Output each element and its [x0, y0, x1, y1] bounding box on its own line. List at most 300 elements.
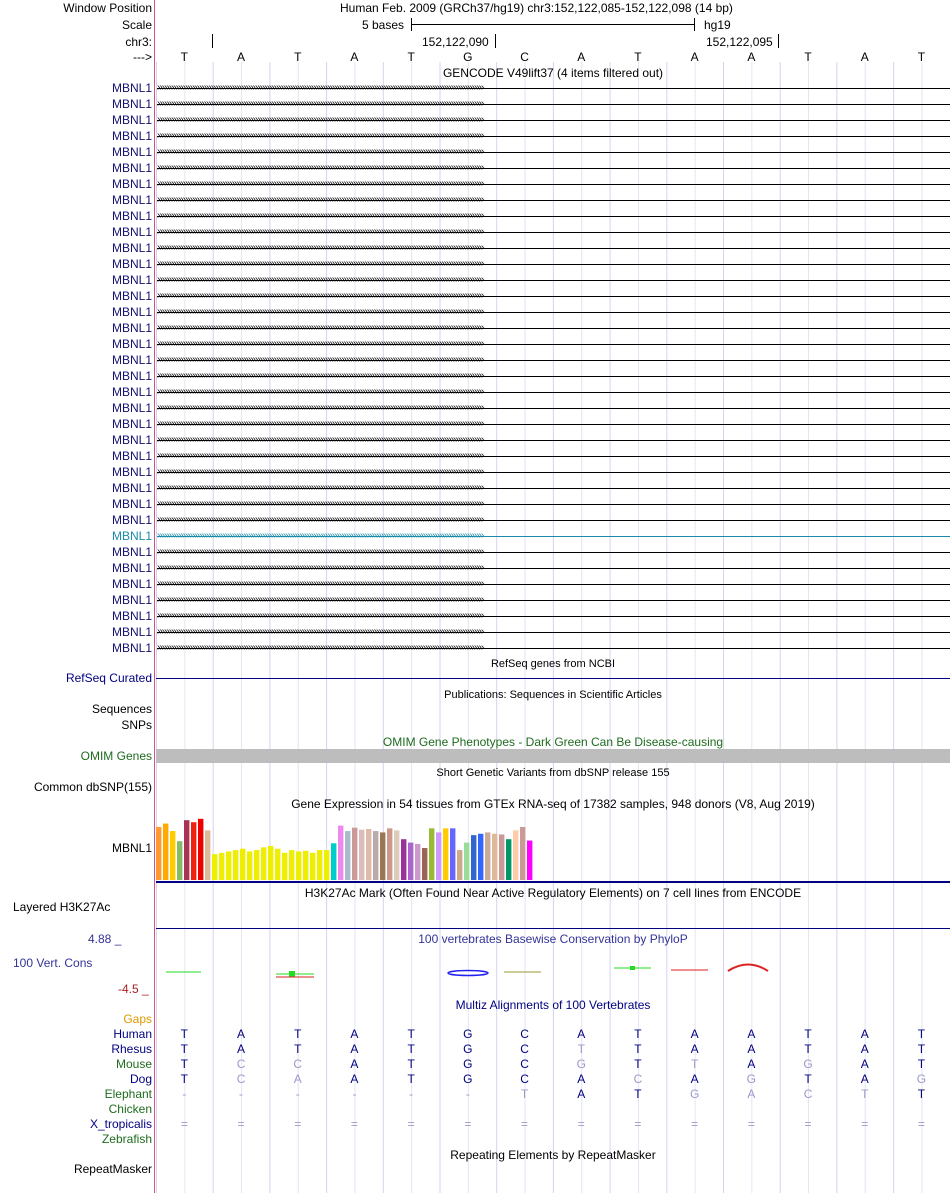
gene-name-label[interactable]: MBNL1: [111, 161, 152, 175]
strand-arrows: ››››››››››››››››››››››››››››››››››››››››››››››››››››››››››››››››››››››››››››››››››››››››››››››››››››››››››››››››››››››››››››››››››››››››››››: [157, 178, 484, 189]
gencode-transcript-row[interactable]: [0, 112, 950, 128]
phylop-mark: [728, 965, 768, 972]
base-letter: T: [804, 50, 812, 64]
gene-name-label[interactable]: MBNL1: [111, 129, 152, 143]
alignment-base: -: [465, 1087, 470, 1101]
alignment-base: A: [747, 1042, 756, 1056]
gtex-tissue-bar[interactable]: [394, 830, 399, 880]
alignment-base: =: [237, 1117, 245, 1131]
alignment-base: A: [350, 1027, 359, 1041]
alignment-base: C: [520, 1027, 529, 1041]
alignment-base: G: [916, 1072, 927, 1086]
gencode-transcript-row[interactable]: [0, 432, 950, 448]
gene-name-label[interactable]: MBNL1: [111, 625, 152, 639]
phylop-min-label: -4.5 _: [118, 982, 149, 996]
phylop-max-label: 4.88 _: [88, 932, 122, 946]
gtex-tissue-bar[interactable]: [506, 839, 511, 880]
gene-name-label[interactable]: MBNL1: [111, 529, 152, 543]
gene-name-label[interactable]: MBNL1: [111, 465, 152, 479]
base-letter: T: [407, 50, 415, 64]
alignment-base: =: [691, 1117, 699, 1131]
alignment-base: T: [180, 1072, 189, 1086]
alignment-base: T: [804, 1042, 812, 1056]
alignment-base: C: [293, 1057, 303, 1071]
gencode-transcript-row[interactable]: [0, 416, 950, 432]
h3k27ac-baseline: [156, 928, 950, 929]
gencode-transcript-row[interactable]: [0, 544, 950, 560]
strand-arrows: ››››››››››››››››››››››››››››››››››››››››››››››››››››››››››››››››››››››››››››››››››››››››››››››››››››››››››››››››››››››››››››››››››››››››››››: [157, 466, 484, 477]
gene-name-label[interactable]: MBNL1: [111, 497, 152, 511]
gtex-tissue-bar[interactable]: [163, 824, 168, 880]
gtex-tissue-bar[interactable]: [415, 844, 420, 880]
base-letter: T: [634, 50, 642, 64]
alignment-base: G: [576, 1057, 586, 1071]
alignment-base: T: [690, 1057, 699, 1071]
base-letter: C: [520, 50, 529, 64]
repeatmasker-label[interactable]: RepeatMasker: [73, 1162, 152, 1176]
alignment-base: =: [577, 1117, 585, 1131]
strand-arrows: ››››››››››››››››››››››››››››››››››››››››››››››››››››››››››››››››››››››››››››››››››››››››››››››››››››››››››››››››››››››››››››››››››››››››››››: [157, 610, 484, 621]
alignment-base: =: [180, 1117, 188, 1131]
alignment-base: =: [407, 1117, 415, 1131]
alignment-base: T: [407, 1027, 415, 1041]
species-label[interactable]: Dog: [129, 1072, 152, 1086]
gene-name-label[interactable]: MBNL1: [111, 305, 152, 319]
gtex-tissue-bar[interactable]: [310, 853, 315, 880]
strand-arrows: ››››››››››››››››››››››››››››››››››››››››››››››››››››››››››››››››››››››››››››››››››››››››››››››››››››››››››››››››››››››››››››››››››››››››››››: [157, 274, 484, 285]
strand-arrows: ››››››››››››››››››››››››››››››››››››››››››››››››››››››››››››››››››››››››››››››››››››››››››››››››››››››››››››››››››››››››››››››››››››››››››››: [157, 98, 484, 109]
strand-arrows: ››››››››››››››››››››››››››››››››››››››››››››››››››››››››››››››››››››››››››››››››››››››››››››››››››››››››››››››››››››››››››››››››››››››››››››: [157, 146, 484, 157]
gtex-tissue-bar[interactable]: [268, 846, 273, 880]
alignment-base: C: [520, 1057, 529, 1071]
gencode-transcript-row[interactable]: [0, 256, 950, 272]
alignment-base: A: [860, 1057, 869, 1071]
gene-name-label[interactable]: MBNL1: [111, 513, 152, 527]
alignment-base: A: [577, 1027, 586, 1041]
gtex-tissue-bar[interactable]: [226, 851, 231, 880]
alignment-base: G: [746, 1072, 757, 1086]
gtex-tissue-bar[interactable]: [254, 850, 259, 880]
gene-name-label[interactable]: MBNL1: [111, 593, 152, 607]
alignment-base: T: [180, 1057, 189, 1071]
strand-arrows: ››››››››››››››››››››››››››››››››››››››››››››››››››››››››››››››››››››››››››››››››››››››››››››››››››››››››››››››››››››››››››››››››››››››››››››: [157, 370, 484, 381]
gencode-transcript-row[interactable]: [0, 400, 950, 416]
strand-arrows: ››››››››››››››››››››››››››››››››››››››››››››››››››››››››››››››››››››››››››››››››››››››››››››››››››››››››››››››››››››››››››››››››››››››››››››: [157, 562, 484, 573]
gtex-tissue-bar[interactable]: [450, 828, 455, 880]
phylop-signal[interactable]: [156, 950, 950, 990]
gene-name-label[interactable]: MBNL1: [111, 257, 152, 271]
gene-name-label[interactable]: MBNL1: [111, 177, 152, 191]
omim-genes-label[interactable]: OMIM Genes: [80, 749, 152, 763]
gtex-tissue-bar[interactable]: [198, 819, 203, 880]
alignment-base: T: [634, 1087, 642, 1101]
alignment-base: =: [804, 1117, 812, 1131]
strand-arrows: ››››››››››››››››››››››››››››››››››››››››››››››››››››››››››››››››››››››››››››››››››››››››››››››››››››››››››››››››››››››››››››››››››››››››››››: [157, 258, 484, 269]
gtex-tissue-bar[interactable]: [373, 831, 378, 880]
gtex-tissue-bar[interactable]: [457, 850, 462, 880]
alignment-base: A: [747, 1027, 756, 1041]
gtex-tissue-bar[interactable]: [247, 851, 252, 880]
gtex-tissue-bar[interactable]: [380, 832, 385, 880]
strand-label: --->: [133, 50, 152, 64]
pos-tick-95: [778, 34, 779, 48]
alignment-base: =: [861, 1117, 869, 1131]
strand-arrows: ››››››››››››››››››››››››››››››››››››››››››››››››››››››››››››››››››››››››››››››››››››››››››››››››››››››››››››››››››››››››››››››››››››››››››››: [157, 594, 484, 605]
alignment-base: T: [407, 1057, 415, 1071]
alignment-base: T: [180, 1027, 189, 1041]
alignment-base: T: [634, 1057, 642, 1071]
gtex-tissue-bar[interactable]: [177, 841, 182, 880]
base-letter: T: [917, 50, 926, 64]
position-152122095: 152,122,095: [706, 35, 773, 49]
base-letter: T: [180, 50, 189, 64]
phylop-mark: [289, 971, 295, 977]
gene-name-label[interactable]: MBNL1: [111, 385, 152, 399]
gencode-transcript-row[interactable]: [0, 208, 950, 224]
gtex-tissue-bar[interactable]: [401, 839, 406, 880]
window-position-label: Window Position: [63, 1, 152, 15]
gene-name-label[interactable]: MBNL1: [111, 449, 152, 463]
gtex-track-title[interactable]: Gene Expression in 54 tissues from GTEx RNA-seq of 17382 samples, 948 donors (V8, Aug 2019): [291, 797, 815, 811]
gene-name-label[interactable]: MBNL1: [111, 81, 152, 95]
alignment-base: A: [860, 1042, 869, 1056]
strand-arrows: ››››››››››››››››››››››››››››››››››››››››››››››››››››››››››››››››››››››››››››››››››››››››››››››››››››››››››››››››››››››››››››››››››››››››››››: [157, 338, 484, 349]
gene-name-label[interactable]: MBNL1: [111, 321, 152, 335]
gencode-transcript-row[interactable]: [0, 96, 950, 112]
gene-name-label[interactable]: MBNL1: [111, 609, 152, 623]
strand-arrows: ››››››››››››››››››››››››››››››››››››››››››››››››››››››››››››››››››››››››››››››››››››››››››››››››››››››››››››››››››››››››››››››››››››››››››››: [157, 226, 484, 237]
base-letter: A: [690, 50, 699, 64]
alignment-base: -: [352, 1087, 357, 1101]
gtex-tissue-bar[interactable]: [436, 832, 441, 880]
gencode-transcript-row[interactable]: [0, 560, 950, 576]
gencode-transcript-row[interactable]: [0, 240, 950, 256]
species-label[interactable]: X_tropicalis: [89, 1117, 152, 1131]
base-letter: A: [577, 50, 586, 64]
pos-tick-90: [495, 34, 496, 48]
gencode-transcript-row[interactable]: [0, 160, 950, 176]
gtex-gene-label[interactable]: MBNL1: [111, 841, 152, 855]
chrom-label: chr3:: [125, 35, 152, 49]
refseq-gene-line[interactable]: [156, 678, 950, 679]
alignment-base: A: [350, 1072, 359, 1086]
alignment-base: C: [236, 1057, 246, 1071]
scale-label: Scale: [121, 18, 152, 32]
alignment-base: C: [520, 1072, 529, 1086]
alignment-base: G: [463, 1057, 473, 1071]
gtex-tissue-bar[interactable]: [422, 848, 427, 880]
gtex-tissue-bar[interactable]: [352, 828, 357, 880]
gtex-tissue-bar[interactable]: [212, 854, 217, 880]
gtex-tissue-bar[interactable]: [289, 850, 294, 880]
publications-track-title[interactable]: Publications: Sequences in Scientific Articles: [444, 689, 662, 701]
repeatmasker-track-title[interactable]: Repeating Elements by RepeatMasker: [450, 1148, 656, 1162]
alignment-base: =: [917, 1117, 925, 1131]
strand-arrows: ››››››››››››››››››››››››››››››››››››››››››››››››››››››››››››››››››››››››››››››››››››››››››››››››››››››››››››››››››››››››››››››››››››››››››››: [157, 114, 484, 125]
gtex-tissue-bar[interactable]: [240, 849, 245, 880]
gencode-transcript-row[interactable]: [0, 176, 950, 192]
alignment-base: A: [690, 1072, 699, 1086]
gtex-tissue-bar[interactable]: [282, 853, 287, 880]
alignment-base: -: [409, 1087, 414, 1101]
alignment-base: C: [520, 1042, 529, 1056]
gene-name-label[interactable]: MBNL1: [111, 561, 152, 575]
gene-name-label[interactable]: MBNL1: [111, 545, 152, 559]
alignment-base: G: [803, 1057, 813, 1071]
alignment-base: T: [804, 1027, 812, 1041]
assembly-position[interactable]: Human Feb. 2009 (GRCh37/hg19) chr3:152,122,085-152,122,098 (14 bp): [340, 1, 733, 15]
alignment-base: A: [747, 1057, 756, 1071]
gene-name-label[interactable]: MBNL1: [111, 369, 152, 383]
species-label[interactable]: Chicken: [108, 1102, 152, 1116]
alignment-base: T: [634, 1027, 642, 1041]
alignment-base: C: [633, 1072, 643, 1086]
alignment-base: G: [463, 1027, 473, 1041]
strand-arrows: ››››››››››››››››››››››››››››››››››››››››››››››››››››››››››››››››››››››››››››››››››››››››››››››››››››››››››››››››››››››››››››››››››››››››››››: [157, 546, 484, 557]
db-label: hg19: [704, 18, 731, 32]
gene-name-label[interactable]: MBNL1: [111, 145, 152, 159]
alignment-base: G: [689, 1087, 700, 1101]
gtex-tissue-bar[interactable]: [191, 822, 196, 880]
species-label[interactable]: Elephant: [104, 1087, 152, 1101]
gencode-transcript-row[interactable]: [0, 576, 950, 592]
gtex-tissue-bar[interactable]: [408, 843, 413, 880]
gencode-transcript-row[interactable]: [0, 272, 950, 288]
alignment-base: =: [747, 1117, 755, 1131]
alignment-base: A: [293, 1072, 302, 1086]
strand-arrows: ››››››››››››››››››››››››››››››››››››››››››››››››››››››››››››››››››››››››››››››››››››››››››››››››››››››››››››››››››››››››››››››››››››››››››››: [157, 530, 484, 541]
gtex-tissue-bar[interactable]: [471, 835, 476, 880]
phylop-mark: [630, 966, 635, 970]
base-letter: A: [747, 50, 756, 64]
base-letter: G: [463, 50, 473, 64]
strand-arrows: ››››››››››››››››››››››››››››››››››››››››››››››››››››››››››››››››››››››››››››››››››››››››››››››››››››››››››››››››››››››››››››››››››››››››››››: [157, 82, 484, 93]
alignment-base: A: [577, 1072, 586, 1086]
base-letter: T: [294, 50, 302, 64]
omim-track-title[interactable]: OMIM Gene Phenotypes - Dark Green Can Be Disease-causing: [382, 735, 724, 749]
gtex-tissue-bar[interactable]: [156, 827, 161, 880]
gtex-tissue-bar[interactable]: [296, 851, 301, 880]
alignment-base: =: [634, 1117, 642, 1131]
gencode-transcript-row[interactable]: [0, 368, 950, 384]
alignment-base: G: [463, 1072, 473, 1086]
species-label[interactable]: Mouse: [115, 1057, 152, 1071]
sequences-label[interactable]: Sequences: [91, 702, 152, 716]
pos-tick-start: [212, 34, 213, 48]
layered-h3k27ac-label[interactable]: Layered H3K27Ac: [13, 900, 111, 914]
snps-label[interactable]: SNPs: [121, 718, 152, 732]
gencode-transcript-row[interactable]: [0, 448, 950, 464]
gencode-transcript-row[interactable]: [0, 224, 950, 240]
gtex-tissue-bar[interactable]: [443, 828, 448, 880]
strand-arrows: ››››››››››››››››››››››››››››››››››››››››››››››››››››››››››››››››››››››››››››››››››››››››››››››››››››››››››››››››››››››››››››››››››››››››››››: [157, 626, 484, 637]
gtex-tissue-bar[interactable]: [527, 841, 532, 880]
strand-arrows: ››››››››››››››››››››››››››››››››››››››››››››››››››››››››››››››››››››››››››››››››››››››››››››››››››››››››››››››››››››››››››››››››››››››››››››: [157, 642, 484, 653]
alignment-base: T: [917, 1087, 926, 1101]
gtex-tissue-bar[interactable]: [520, 827, 525, 880]
scale-bar-right-tick: [694, 18, 695, 31]
alignment-base: T: [917, 1027, 926, 1041]
gene-name-label[interactable]: MBNL1: [111, 273, 152, 287]
gtex-tissue-bar[interactable]: [513, 830, 518, 880]
gencode-transcript-row[interactable]: [0, 144, 950, 160]
gene-name-label[interactable]: MBNL1: [111, 401, 152, 415]
gencode-transcript-row[interactable]: [0, 352, 950, 368]
base-letter: A: [860, 50, 869, 64]
gtex-tissue-bar[interactable]: [478, 834, 483, 880]
species-label[interactable]: Zebrafish: [101, 1132, 152, 1146]
gene-name-label[interactable]: MBNL1: [111, 353, 152, 367]
gencode-transcript-row[interactable]: [0, 464, 950, 480]
alignment-base: -: [182, 1087, 187, 1101]
gene-name-label[interactable]: MBNL1: [111, 209, 152, 223]
alignment-base: C: [803, 1087, 813, 1101]
alignment-base: =: [521, 1117, 529, 1131]
alignment-base: A: [350, 1042, 359, 1056]
gtex-expression-chart[interactable]: [156, 812, 536, 881]
gtex-tissue-bar[interactable]: [366, 829, 371, 880]
multiz-track-title[interactable]: Multiz Alignments of 100 Vertebrates: [455, 998, 651, 1012]
species-label[interactable]: Rhesus: [111, 1042, 152, 1056]
gtex-tissue-bar[interactable]: [485, 832, 490, 880]
gene-name-label[interactable]: MBNL1: [111, 577, 152, 591]
base-letter: A: [237, 50, 246, 64]
gencode-transcript-row[interactable]: [0, 384, 950, 400]
alignment-base: T: [917, 1057, 926, 1071]
gtex-tissue-bar[interactable]: [317, 850, 322, 880]
alignment-base: T: [520, 1087, 529, 1101]
gencode-transcript-row[interactable]: [0, 640, 950, 656]
gencode-transcript-row[interactable]: [0, 592, 950, 608]
alignment-base: =: [294, 1117, 302, 1131]
alignment-base: G: [463, 1042, 473, 1056]
alignment-base: -: [239, 1087, 244, 1101]
gtex-tissue-bar[interactable]: [345, 831, 350, 880]
gtex-tissue-bar[interactable]: [492, 834, 497, 880]
gencode-transcript-row[interactable]: [0, 304, 950, 320]
gene-name-label[interactable]: MBNL1: [111, 417, 152, 431]
alignment-base: A: [690, 1042, 699, 1056]
omim-gene-bar[interactable]: [156, 749, 950, 763]
scale-bar: [411, 24, 695, 25]
gtex-tissue-bar[interactable]: [338, 826, 343, 880]
alignment-base: =: [464, 1117, 472, 1131]
alignment-base: T: [407, 1042, 415, 1056]
phylop-track-title[interactable]: 100 vertebrates Basewise Conservation by PhyloP: [418, 932, 688, 946]
strand-arrows: ››››››››››››››››››››››››››››››››››››››››››››››››››››››››››››››››››››››››››››››››››››››››››››››››››››››››››››››››››››››››››››››››››››››››››››: [157, 578, 484, 589]
gene-name-label[interactable]: MBNL1: [111, 97, 152, 111]
gene-name-label[interactable]: MBNL1: [111, 289, 152, 303]
gencode-transcript-row[interactable]: [0, 528, 950, 544]
gene-name-label[interactable]: MBNL1: [111, 481, 152, 495]
base-sequence-row: [0, 50, 950, 64]
gtex-tissue-bar[interactable]: [219, 853, 224, 880]
alignment-base: T: [804, 1072, 812, 1086]
gtex-tissue-bar[interactable]: [387, 828, 392, 880]
gtex-tissue-bar[interactable]: [170, 831, 175, 880]
gencode-transcript-row[interactable]: [0, 336, 950, 352]
strand-arrows: ››››››››››››››››››››››››››››››››››››››››››››››››››››››››››››››››››››››››››››››››››››››››››››››››››››››››››››››››››››››››››››››››››››››››››››: [157, 130, 484, 141]
gene-name-label[interactable]: MBNL1: [111, 641, 152, 655]
gencode-transcript-row[interactable]: [0, 128, 950, 144]
gtex-tissue-bar[interactable]: [331, 843, 336, 880]
gtex-tissue-bar[interactable]: [261, 847, 266, 880]
gene-name-label[interactable]: MBNL1: [111, 241, 152, 255]
strand-arrows: ››››››››››››››››››››››››››››››››››››››››››››››››››››››››››››››››››››››››››››››››››››››››››››››››››››››››››››››››››››››››››››››››››››››››››››: [157, 322, 484, 333]
strand-arrows: ››››››››››››››››››››››››››››››››››››››››››››››››››››››››››››››››››››››››››››››››››››››››››››››››››››››››››››››››››››››››››››››››››››››››››››: [157, 162, 484, 173]
gene-name-label[interactable]: MBNL1: [111, 337, 152, 351]
gtex-tissue-bar[interactable]: [464, 843, 469, 880]
strand-arrows: ››››››››››››››››››››››››››››››››››››››››››››››››››››››››››››››››››››››››››››››››››››››››››››››››››››››››››››››››››››››››››››››››››››››››››››: [157, 514, 484, 525]
alignment-base: A: [237, 1027, 246, 1041]
gencode-transcript-row[interactable]: [0, 320, 950, 336]
gtex-tissue-bar[interactable]: [275, 849, 280, 880]
refseq-curated-label[interactable]: RefSeq Curated: [65, 671, 152, 685]
strand-arrows: ››››››››››››››››››››››››››››››››››››››››››››››››››››››››››››››››››››››››››››››››››››››››››››››››››››››››››››››››››››››››››››››››››››››››››››: [157, 450, 484, 461]
strand-arrows: ››››››››››››››››››››››››››››››››››››››››››››››››››››››››››››››››››››››››››››››››››››››››››››››››››››››››››››››››››››››››››››››››››››››››››››: [157, 242, 484, 253]
gtex-tissue-bar[interactable]: [324, 850, 329, 880]
gtex-tissue-bar[interactable]: [205, 830, 210, 880]
gtex-tissue-bar[interactable]: [429, 828, 434, 880]
gene-name-label[interactable]: MBNL1: [111, 193, 152, 207]
alignment-base: A: [350, 1057, 359, 1071]
strand-arrows: ››››››››››››››››››››››››››››››››››››››››››››››››››››››››››››››››››››››››››››››››››››››››››››››››››››››››››››››››››››››››››››››››››››››››››››: [157, 290, 484, 301]
gencode-transcript-row[interactable]: [0, 512, 950, 528]
gene-name-label[interactable]: MBNL1: [111, 113, 152, 127]
gencode-transcript-row[interactable]: [0, 288, 950, 304]
scale-bases: 5 bases: [362, 18, 405, 32]
alignment-base: T: [180, 1042, 189, 1056]
gencode-transcript-row[interactable]: [0, 624, 950, 640]
gencode-transcript-row[interactable]: [0, 192, 950, 208]
gencode-transcript-row[interactable]: [0, 608, 950, 624]
strand-arrows: ››››››››››››››››››››››››››››››››››››››››››››››››››››››››››››››››››››››››››››››››››››››››››››››››››››››››››››››››››››››››››››››››››››››››››››: [157, 386, 484, 397]
alignment-base: A: [747, 1087, 756, 1101]
alignment-base: T: [294, 1027, 302, 1041]
strand-arrows: ››››››››››››››››››››››››››››››››››››››››››››››››››››››››››››››››››››››››››››››››››››››››››››››››››››››››››››››››››››››››››››››››››››››››››››: [157, 194, 484, 205]
h3k27ac-track-title[interactable]: H3K27Ac Mark (Often Found Near Active Regulatory Elements) on 7 cell lines from ENCODE: [304, 886, 802, 900]
strand-arrows: ››››››››››››››››››››››››››››››››››››››››››››››››››››››››››››››››››››››››››››››››››››››››››››››››››››››››››››››››››››››››››››››››››››››››››››: [157, 498, 484, 509]
gtex-tissue-bar[interactable]: [184, 820, 189, 880]
alignment-base: A: [690, 1027, 699, 1041]
gene-name-label[interactable]: MBNL1: [111, 433, 152, 447]
gencode-transcript-row[interactable]: [0, 80, 950, 96]
alignment-base: =: [350, 1117, 358, 1131]
alignment-base: T: [407, 1072, 415, 1086]
position-152122090: 152,122,090: [422, 35, 489, 49]
phylop-mark: [448, 971, 488, 976]
phylop-track-label[interactable]: 100 Vert. Cons: [13, 956, 93, 970]
gencode-transcript-row[interactable]: [0, 496, 950, 512]
dbsnp-track-title[interactable]: Short Genetic Variants from dbSNP release 155: [436, 767, 670, 779]
alignment-base: T: [577, 1042, 585, 1056]
gtex-tissue-bar[interactable]: [499, 834, 504, 880]
strand-arrows: ››››››››››››››››››››››››››››››››››››››››››››››››››››››››››››››››››››››››››››››››››››››››››››››››››››››››››››››››››››››››››››››››››››››››››››: [157, 434, 484, 445]
alignment-base: T: [634, 1042, 642, 1056]
gtex-tissue-bar[interactable]: [233, 850, 238, 880]
gene-name-label[interactable]: MBNL1: [111, 225, 152, 239]
track-separator-line: [156, 881, 950, 883]
gencode-transcript-row[interactable]: [0, 480, 950, 496]
gtex-tissue-bar[interactable]: [303, 851, 308, 880]
gtex-tissue-bar[interactable]: [359, 830, 364, 880]
common-dbsnp-label[interactable]: Common dbSNP(155): [33, 780, 152, 794]
gencode-track-title[interactable]: GENCODE V49lift37 (4 items filtered out): [442, 66, 664, 80]
refseq-track-title[interactable]: RefSeq genes from NCBI: [490, 658, 616, 670]
alignment-base: T: [861, 1087, 869, 1101]
strand-arrows: ››››››››››››››››››››››››››››››››››››››››››››››››››››››››››››››››››››››››››››››››››››››››››››››››››››››››››››››››››››››››››››››››››››››››››››: [157, 482, 484, 493]
species-label[interactable]: Human: [113, 1027, 152, 1041]
